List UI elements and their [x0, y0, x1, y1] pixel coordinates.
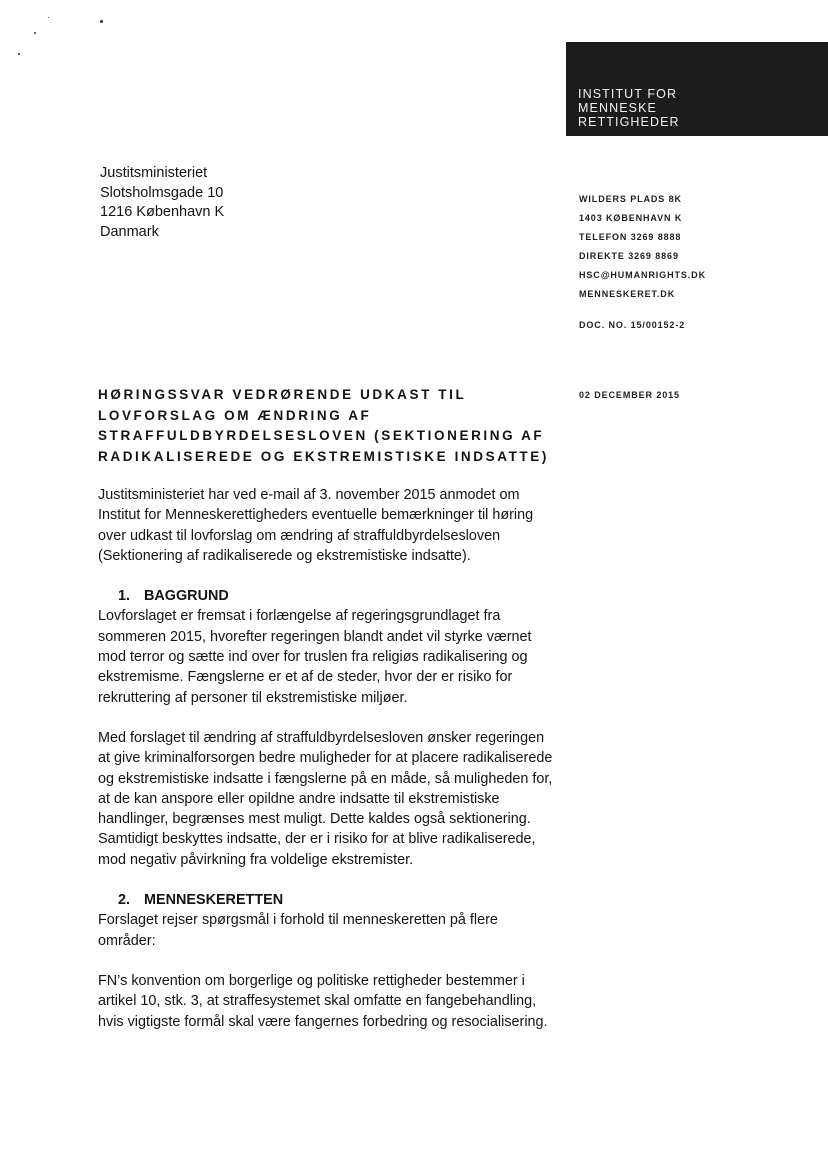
intro-paragraph [98, 485, 568, 566]
title-line: STRAFFULDBYRDELSESLOVEN (SEKTIONERING AF [98, 428, 545, 443]
recipient-address [100, 164, 224, 242]
document-number: DOC. NO. 15/00152-2 [579, 320, 686, 330]
section-heading-menneskeretten [98, 890, 568, 910]
text-line: Justitsministeriet har ved e-mail af 3. november 2015 anmodet om [98, 487, 520, 503]
text-line: over udkast til lovforslag om ændring af straffuldbyrdelsesloven [98, 527, 501, 544]
text-line: handlinger, begrænses mest muligt. Dette kaldes også sektionering. [98, 811, 531, 828]
recipient-line: Justitsministeriet [100, 165, 208, 181]
sender-contact [579, 190, 706, 304]
contact-website[interactable]: MENNESKERET.DK [579, 289, 676, 299]
section-number: 1. [118, 588, 131, 605]
section-title: MENNESKERETTEN [144, 892, 284, 909]
contact-line: WILDERS PLADS 8K [579, 194, 682, 204]
text-line: (Sektionering af radikaliserede og ekstremistiske indsatte). [98, 547, 471, 564]
scan-speck [18, 53, 20, 55]
section2-paragraph-1 [98, 910, 568, 951]
document-date: 02 DECEMBER 2015 [579, 390, 680, 400]
logo-line: RETTIGHEDER [578, 115, 680, 129]
section-heading-baggrund [98, 586, 568, 606]
text-line: mod terror og sætte ind over for truslen fra religiøs radikalisering og [98, 649, 528, 666]
section1-paragraph-1 [98, 606, 568, 707]
recipient-line: Slotsholmsgade 10 [100, 184, 224, 201]
logo-line: INSTITUT FOR [578, 87, 678, 101]
title-line: HØRINGSSVAR VEDRØRENDE UDKAST TIL [98, 387, 467, 402]
section-number: 2. [118, 892, 131, 909]
text-line: rekruttering af personer til ekstremistiske miljøer. [98, 689, 408, 706]
section1-paragraph-2 [98, 728, 568, 870]
text-line: hvis vigtigste formål skal være fangernes forbedring og resocialisering. [98, 1013, 548, 1030]
contact-line: DIREKTE 3269 8869 [579, 251, 679, 261]
text-line: FN’s konvention om borgerlige og politiske rettigheder bestemmer i [98, 972, 525, 989]
section-title: BAGGRUND [144, 588, 229, 605]
text-line: mod negativ påvirkning fra voldelige ekstremister. [98, 851, 414, 868]
letter-body [98, 485, 568, 1052]
recipient-line: 1216 København K [100, 204, 225, 221]
contact-email[interactable]: HSC@HUMANRIGHTS.DK [579, 270, 706, 280]
document-title [98, 385, 568, 467]
text-line: artikel 10, stk. 3, at straffesystemet skal omfatte en fangebehandling, [98, 993, 537, 1010]
text-line: og ekstremistiske indsatte i fængslerne på en måde, så muligheden for, [98, 770, 553, 787]
logo-line: MENNESKE [578, 101, 657, 115]
title-line: RADIKALISEREDE OG EKSTREMISTISKE INDSATTE) [98, 448, 549, 464]
contact-line: TELEFON 3269 8888 [579, 232, 682, 242]
text-line: Forslaget rejser spørgsmål i forhold til menneskeretten på flere [98, 912, 498, 929]
text-line: ekstremisme. Fængslerne er et af de steder, hvor der er risiko for [98, 669, 513, 686]
institute-logo [566, 42, 828, 136]
text-line: områder: [98, 932, 156, 949]
text-line: Med forslaget til ændring af straffuldbyrdelsesloven ønsker regeringen [98, 729, 545, 746]
section2-paragraph-2 [98, 971, 568, 1032]
recipient-line: Danmark [100, 223, 159, 240]
text-line: Institut for Menneskerettigheders eventuelle bemærkninger til høring [98, 507, 534, 524]
title-line: LOVFORSLAG OM ÆNDRING AF [98, 407, 372, 423]
scan-speck [34, 32, 36, 34]
scan-speck [100, 20, 103, 23]
text-line: sommeren 2015, hvorefter regeringen blandt andet vil styrke værnet [98, 628, 532, 645]
text-line: at de kan anspore eller opildne andre indsatte til ekstremistiske [98, 790, 500, 807]
text-line: Samtidigt beskyttes indsatte, der er i risiko for at blive radikaliserede, [98, 831, 536, 848]
text-line: Lovforslaget er fremsat i forlængelse af regeringsgrundlaget fra [98, 608, 501, 625]
scan-speck [48, 17, 49, 18]
contact-line: 1403 KØBENHAVN K [579, 213, 683, 223]
text-line: at give kriminalforsorgen bedre muligheder for at placere radikaliserede [98, 750, 553, 767]
